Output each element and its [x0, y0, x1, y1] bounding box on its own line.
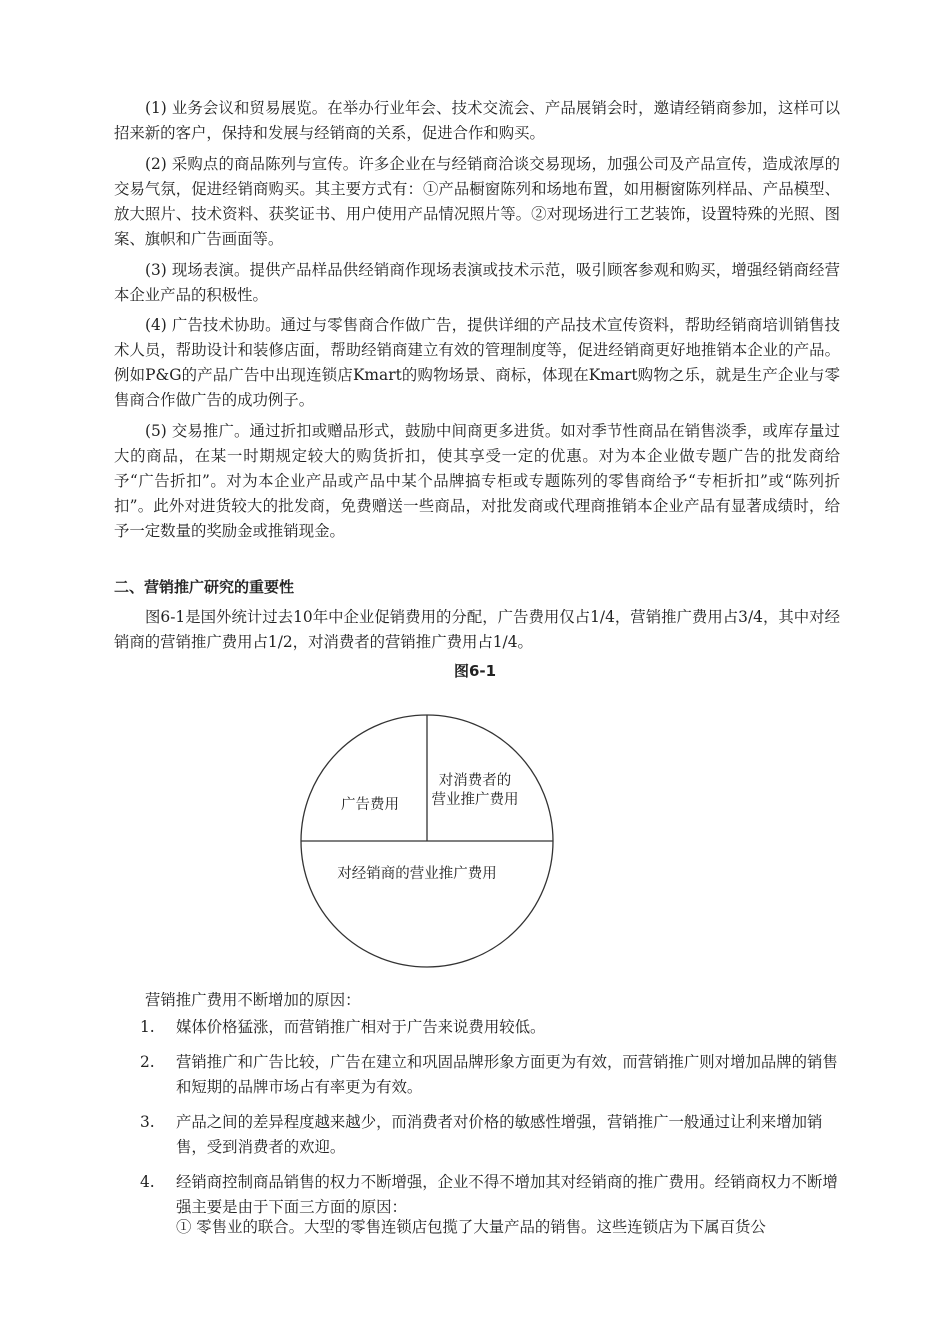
figure-title: 图6-1 — [453, 662, 497, 680]
list-item-number: 1. — [140, 1018, 155, 1036]
list-item — [140, 1015, 840, 1040]
slice-label-consumer-line1: 对消费者的 — [438, 773, 512, 789]
slice-label-dealer: 对经销商的营业推广费用 — [337, 866, 497, 882]
list-item-number: 2. — [140, 1053, 155, 1071]
list-item-text: 产品之间的差异程度越来越少，而消费者对价格的敏感性增强，营销推广一般通过让利来增加销售，受到消费者的欢迎。 — [176, 1113, 823, 1156]
paragraph-purchase-display: (2) 采购点的商品陈列与宣传。许多企业在与经销商洽谈交易现场，加强公司及产品宣传，造成浓厚的交易气氛，促进经销商购买。其主要方式有：①产品橱窗陈列和场地布置，如用橱窗陈列样品、产品模型、放大照片、技术资料、获奖证书、用户使用产品情况照片等。②对现场进行工艺装饰，设置特殊的光照、图案、旗帜和广告画面等。 — [114, 155, 840, 248]
slice-label-advertising: 广告费用 — [341, 797, 399, 813]
paragraph-live-demo: (3) 现场表演。提供产品样品供经销商作现场表演或技术示范，吸引顾客参观和购买，增强经销商经营本企业产品的积极性。 — [114, 261, 840, 304]
list-item-number: 4. — [140, 1173, 155, 1191]
section-intro: 图6-1是国外统计过去10年中企业促销费用的分配，广告费用仅占1/4，营销推广费用占3/4，其中对经销商的营销推广费用占1/2，对消费者的营销推广费用占1/4。 — [114, 608, 840, 651]
sub-item-retail-union: ① 零售业的联合。大型的零售连锁店包揽了大量产品的销售。这些连锁店为下属百货公 — [176, 1218, 766, 1236]
list-item — [140, 1170, 840, 1220]
list-item-text: 媒体价格猛涨，而营销推广相对于广告来说费用较低。 — [176, 1018, 546, 1036]
list-item — [140, 1050, 840, 1100]
reasons-list — [140, 1015, 840, 1230]
list-item-text: 营销推广和广告比较，广告在建立和巩固品牌形象方面更为有效，而营销推广则对增加品牌的销售和短期的品牌市场占有率更为有效。 — [176, 1053, 838, 1096]
pie-chart — [296, 710, 558, 972]
list-item-number: 3. — [140, 1113, 155, 1131]
list-item — [140, 1110, 840, 1160]
slice-label-consumer-line2: 营业推广费用 — [431, 792, 519, 808]
section-heading: 二、营销推广研究的重要性 — [114, 578, 295, 596]
paragraph-trade-promotion: (5) 交易推广。通过折扣或赠品形式，鼓励中间商更多进货。如对季节性商品在销售淡季，或库存量过大的商品，在某一时期规定较大的购货折扣，使其享受一定的优惠。对为本企业做专题广告的批发商给予“广告折扣”。对为本企业产品或产品中某个品牌搞专柜或专题陈列的零售商给予“专柜折扣”或“陈列折扣”。此外对进货较大的批发商，免费赠送一些商品，对批发商或代理商推销本企业产品有显著成绩时，给予一定数量的奖励金或推销现金。 — [114, 422, 840, 540]
list-item-text: 经销商控制商品销售的权力不断增强，企业不得不增加其对经销商的推广费用。经销商权力不断增强主要是由于下面三方面的原因： — [176, 1173, 838, 1216]
reasons-intro: 营销推广费用不断增加的原因： — [145, 991, 361, 1009]
paragraph-business-meetings: (1) 业务会议和贸易展览。在举办行业年会、技术交流会、产品展销会时，邀请经销商参加，这样可以招来新的客户，保持和发展与经销商的关系，促进合作和购买。 — [114, 99, 840, 142]
paragraph-ad-assistance: (4) 广告技术协助。通过与零售商合作做广告，提供详细的产品技术宣传资料，帮助经销商培训销售技术人员，帮助设计和装修店面，帮助经销商建立有效的管理制度等，促进经销商更好地推销本企业的产品。例如P&G的产品广告中出现连锁店Kmart的购物场景、商标，体现在Kmart购物之乐，就是生产企业与零售商合作做广告的成功例子。 — [114, 316, 840, 409]
